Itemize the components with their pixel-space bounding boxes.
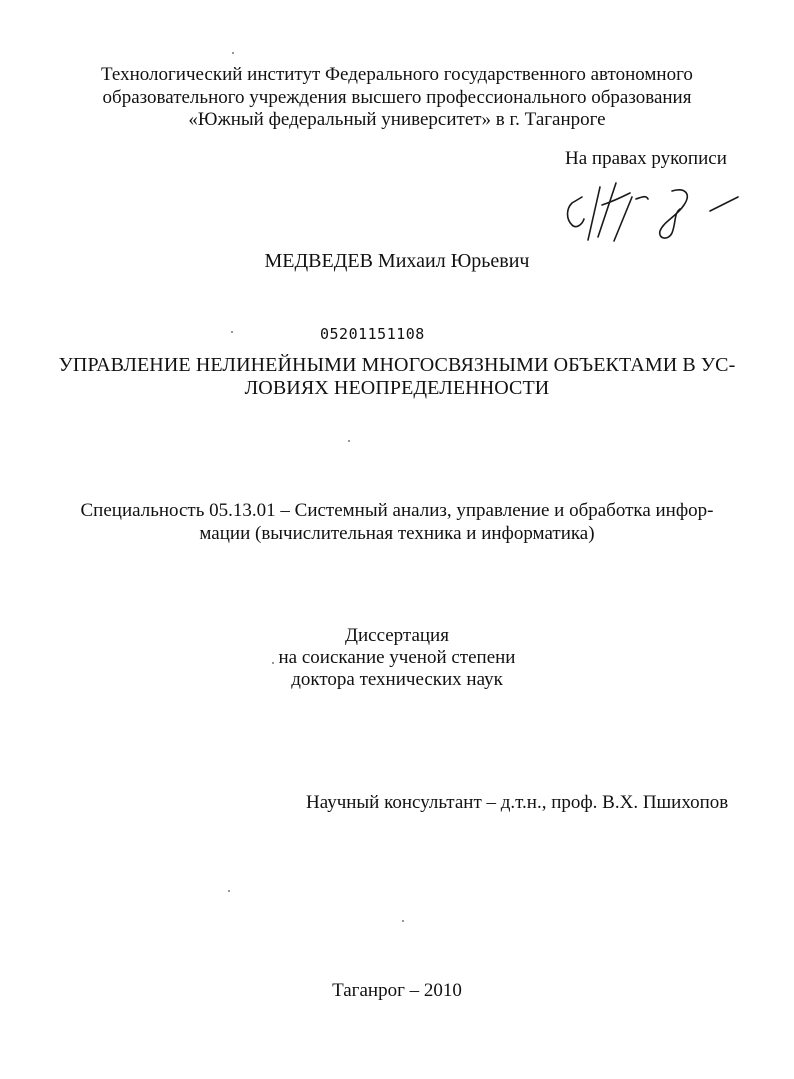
specialty-line-2: мации (вычислительная техника и информатика) [199, 523, 595, 544]
dissertation-title-line-2: ЛОВИЯХ НЕОПРЕДЕЛЕННОСТИ [244, 377, 550, 399]
registration-number: 05201151108 [320, 325, 425, 343]
author-name: МЕДВЕДЕВ Михаил Юрьевич [264, 250, 530, 272]
specialty-line-1: Специальность 05.13.01 – Системный анализ, управление и обработка инфор- [80, 500, 714, 521]
manuscript-note: На правах рукописи [565, 148, 727, 169]
degree-line-2: на соискание ученой степени [278, 647, 516, 668]
scan-speck [402, 920, 404, 922]
place-and-year: Таганрог – 2010 [332, 980, 462, 1001]
degree-line-3: доктора технических наук [291, 669, 503, 690]
scan-speck [228, 890, 230, 892]
scan-speck [272, 662, 274, 664]
degree-line-1: Диссертация [345, 625, 449, 646]
dissertation-title-line-1: УПРАВЛЕНИЕ НЕЛИНЕЙНЫМИ МНОГОСВЯЗНЫМИ ОБЪЕКТАМИ В УС- [58, 354, 736, 376]
scientific-consultant: Научный консультант – д.т.н., проф. В.Х. Пшихопов [306, 792, 729, 813]
scan-speck [231, 331, 233, 333]
institution-line-3: «Южный федеральный университет» в г. Таганроге [188, 109, 606, 130]
scan-speck [348, 440, 350, 442]
institution-line-2: образовательного учреждения высшего профессионального образования [102, 87, 692, 108]
institution-line-1: Технологический институт Федерального государственного автономного [101, 64, 693, 85]
signature [560, 175, 750, 250]
scan-speck [232, 52, 234, 54]
